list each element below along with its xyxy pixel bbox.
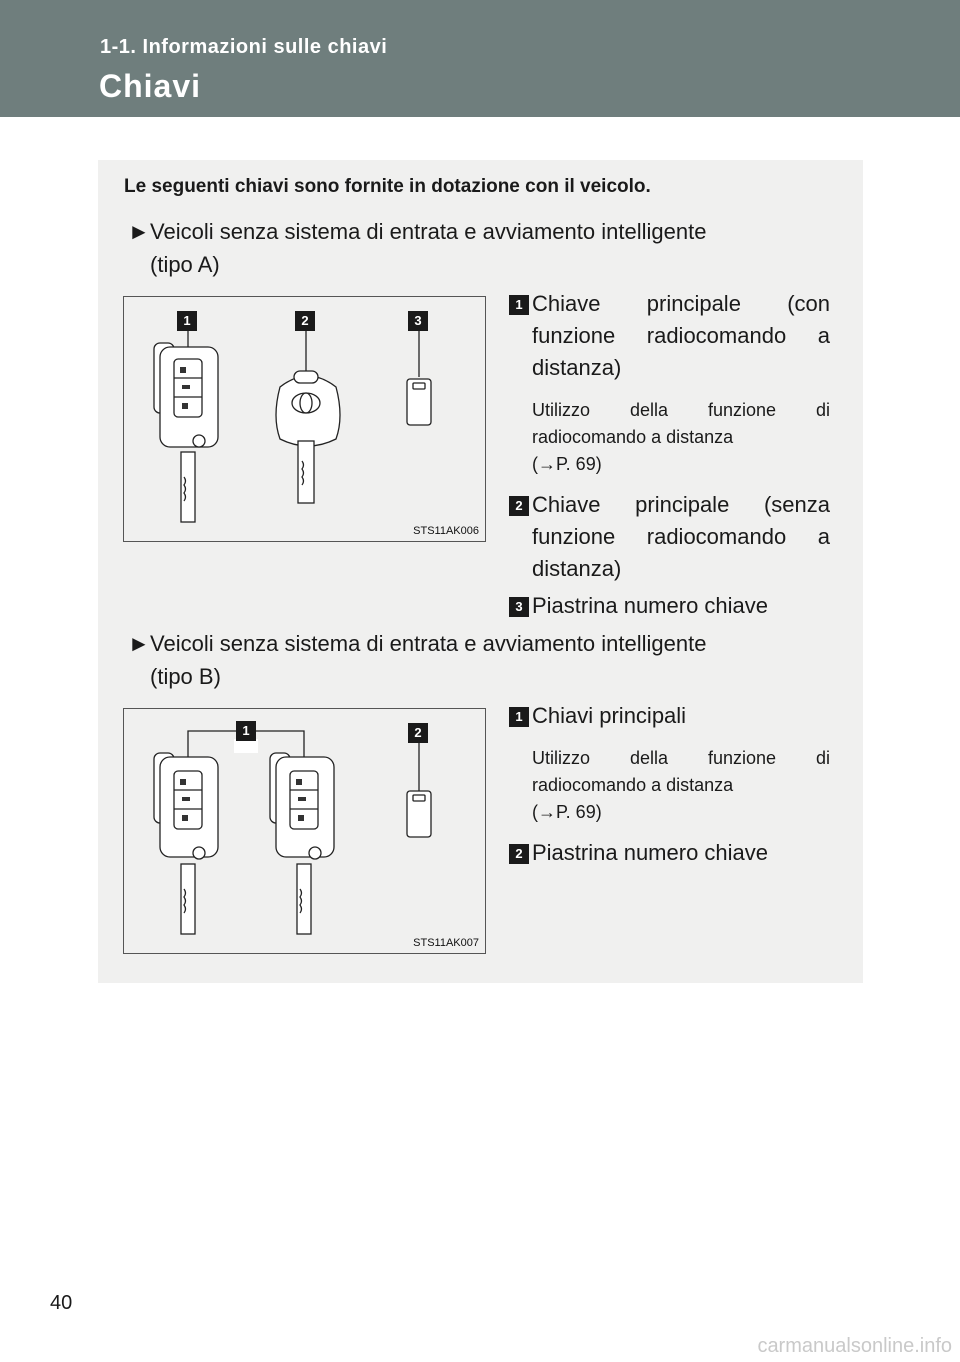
figure-badge-2: 2	[295, 311, 315, 331]
figure-badge-1: 1	[177, 311, 197, 331]
figure-code: STS11AK007	[413, 937, 479, 949]
section-b-heading: ►Veicoli senza sistema di entrata e avviamento intelligente (tipo B)	[128, 627, 706, 693]
item-a-1: 1 Chiave principale (con funzione radiocomando a distanza)	[509, 288, 830, 384]
item-a-3: 3 Piastrina numero chiave	[509, 590, 830, 622]
figure-badge-2: 2	[408, 723, 428, 743]
item-a-2: 2 Chiave principale (senza funzione radiocomando a distanza)	[509, 489, 830, 585]
watermark: carmanualsonline.info	[757, 1335, 952, 1357]
key-figure-type-b	[123, 708, 486, 954]
item-badge: 2	[509, 844, 529, 864]
item-badge: 1	[509, 295, 529, 315]
item-badge: 2	[509, 496, 529, 516]
item-b-1: 1 Chiavi principali	[509, 700, 830, 732]
intro-text: Le seguenti chiavi sono fornite in dotazione con il veicolo.	[124, 176, 651, 197]
keys-illustration-b	[124, 709, 487, 955]
figure-code: STS11AK006	[413, 525, 479, 537]
figure-badge-1: 1	[236, 721, 256, 741]
note-a: Utilizzo della funzione di radiocomando a distanza (→P. 69)	[532, 400, 830, 474]
item-badge: 3	[509, 597, 529, 617]
section-title: 1-1. Informazioni sulle chiavi	[100, 36, 388, 58]
item-b-2: 2 Piastrina numero chiave	[509, 837, 830, 869]
bullet-arrow-icon: ►	[128, 631, 150, 656]
section-a-heading: ►Veicoli senza sistema di entrata e avviamento intelligente (tipo A)	[128, 215, 706, 281]
page-number: 40	[50, 1292, 73, 1314]
note-b: Utilizzo della funzione di radiocomando a distanza (→P. 69)	[532, 748, 830, 822]
page-title: Chiavi	[99, 68, 202, 104]
page-header	[0, 0, 960, 117]
bullet-arrow-icon: ►	[128, 219, 150, 244]
keys-illustration-a	[124, 297, 487, 543]
item-badge: 1	[509, 707, 529, 727]
key-figure-type-a	[123, 296, 486, 542]
figure-badge-3: 3	[408, 311, 428, 331]
